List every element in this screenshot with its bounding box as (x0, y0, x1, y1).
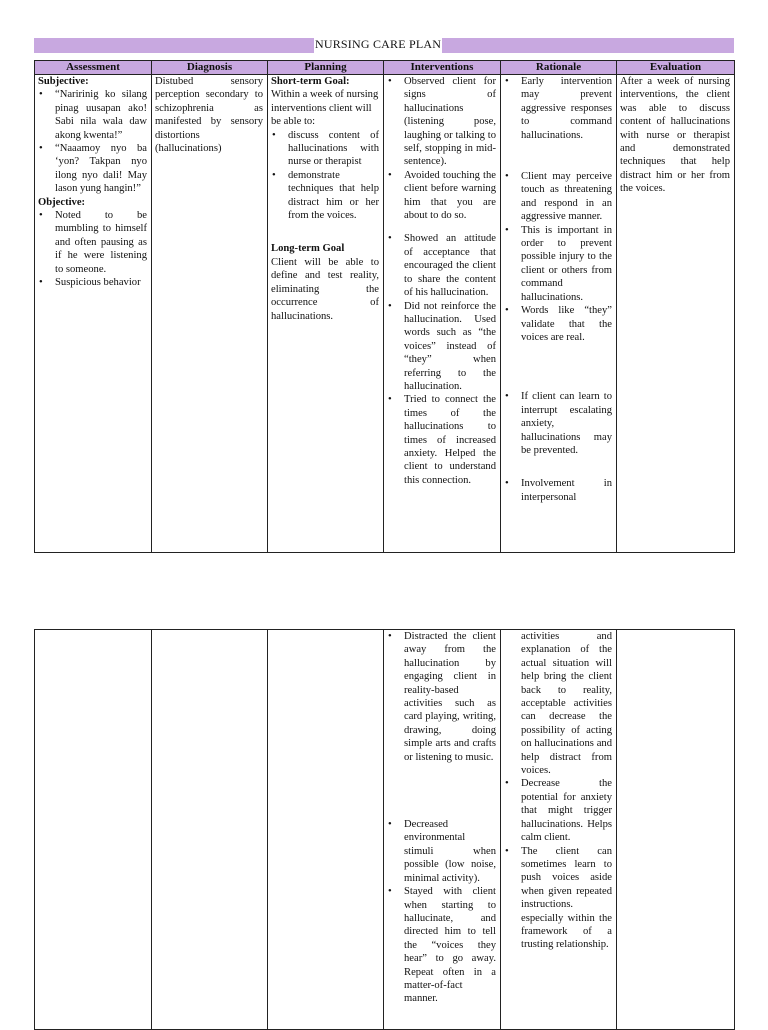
objective-item: • Suspicious behavior (38, 276, 147, 289)
intervention-item: • Observed client for signs of hallucinations (listening pose, laughing or talking to self, stopping in mid-sentence). (387, 75, 496, 169)
planning-cell (268, 630, 384, 1030)
long-term-goal-label: Long-term Goal (271, 243, 345, 255)
long-term-goal-text: Client will be able to define and test reality, eliminating the occurrence of hallucinations. (271, 256, 379, 322)
diagnosis-cell (152, 630, 268, 1030)
care-plan-table-page-2 (34, 629, 735, 1030)
subjective-label: Subjective: (38, 76, 89, 87)
header-diagnosis: Diagnosis (152, 61, 268, 75)
diagnosis-cell (152, 75, 268, 553)
rationale-cell (501, 75, 617, 553)
diagnosis-text: Distubed sensory perception secondary to schizophrenia as manifested by sensory distortions (hallucinations) (155, 76, 263, 155)
rationale-continued: activities and explanation of the actual situation will help bring the client back to reality, acceptable activities can decrease the possibility of acting on hallucinations and help distract from voices. (521, 631, 612, 777)
header-evaluation: Evaluation (617, 61, 735, 75)
interventions-cell (384, 630, 501, 1030)
rationale-item: • The client can sometimes learn to push voices aside when given repeated instructions. especially within the framework of a trusting relationship. (504, 845, 612, 952)
subjective-item: • “Naririnig ko silang pinag uusapan ako! Sabi nila wala daw akong kwenta!” (38, 88, 147, 142)
header-planning: Planning (268, 61, 384, 75)
header-assessment: Assessment (35, 61, 152, 75)
rationale-item: • Client may perceive touch as threatening and respond in an aggressive manner. (504, 170, 612, 224)
header-interventions: Interventions (384, 61, 501, 75)
intervention-item: • Avoided touching the client before warning him that you are about to do so. (387, 169, 496, 223)
intervention-item: • Distracted the client away from the hallucination by engaging client in reality-based activities such as card playing, writing, drawing, doing simple arts and crafts or listening to music. (387, 630, 496, 764)
rationale-item: • Involvement in interpersonal (504, 477, 612, 504)
rationale-item: • If client can learn to interrupt escalating anxiety, hallucinations may be prevented. (504, 390, 612, 457)
intervention-item: • Tried to connect the times of the hallucinations to times of increased anxiety. Helped the client to understand this connection. (387, 393, 496, 487)
interventions-cell (384, 75, 501, 553)
planning-cell (268, 75, 384, 553)
subjective-item: • “Naaamoy nyo ba ‘yon? Takpan nyo ilong nyo dali! May lason yung hangin!” (38, 142, 147, 196)
intervention-item: • Stayed with client when starting to hallucinate, and directed him to tell the “voices they hear” to go away. Repeat often in a matter-of-fact manner. (387, 885, 496, 1006)
short-term-goal-label: Short-term Goal: (271, 76, 350, 87)
assessment-cell (35, 630, 152, 1030)
short-term-goal-text: Within a week of nursing interventions client will be able to: (271, 89, 379, 128)
evaluation-cell (617, 75, 735, 553)
content-row (35, 75, 735, 553)
care-plan-table-page-1 (34, 60, 735, 553)
short-term-goal-item: • demonstrate techniques that help distract him or her from the voices. (271, 169, 379, 223)
assessment-cell (35, 75, 152, 553)
objective-label: Objective: (38, 196, 86, 208)
header-row (35, 61, 735, 75)
intervention-item: • Showed an attitude of acceptance that encouraged the client to share the content of his hallucination. (387, 232, 496, 299)
intervention-item: • Did not reinforce the hallucination. Used words such as “the voices” instead of “they” when referring to the hallucination. (387, 300, 496, 394)
rationale-item: • Words like “they” validate that the voices are real. (504, 304, 612, 344)
page-title: NURSING CARE PLAN (315, 37, 442, 51)
rationale-item: • Decrease the potential for anxiety that might trigger hallucinations. Helps calm client. (504, 777, 612, 844)
evaluation-cell (617, 630, 735, 1030)
rationale-item: • Early intervention may prevent aggressive responses to command hallucinations. (504, 75, 612, 142)
short-term-goal-item: • discuss content of hallucinations with nurse or therapist (271, 129, 379, 169)
page-title-bar (34, 38, 734, 53)
intervention-item: • Decreased environmental stimuli when possible (low noise, minimal activity). (387, 818, 496, 885)
rationale-cell (501, 630, 617, 1030)
content-row (35, 630, 735, 1030)
rationale-item: • This is important in order to prevent possible injury to the client or others from command hallucinations. (504, 224, 612, 304)
evaluation-text: After a week of nursing interventions, the client was able to discuss content of hallucinations with nurse or therapist and demonstrated techniques that help distract him or her from the voices. (620, 76, 730, 195)
objective-item: • Noted to be mumbling to himself and often pausing as if he were listening to someone. (38, 209, 147, 276)
header-rationale: Rationale (501, 61, 617, 75)
